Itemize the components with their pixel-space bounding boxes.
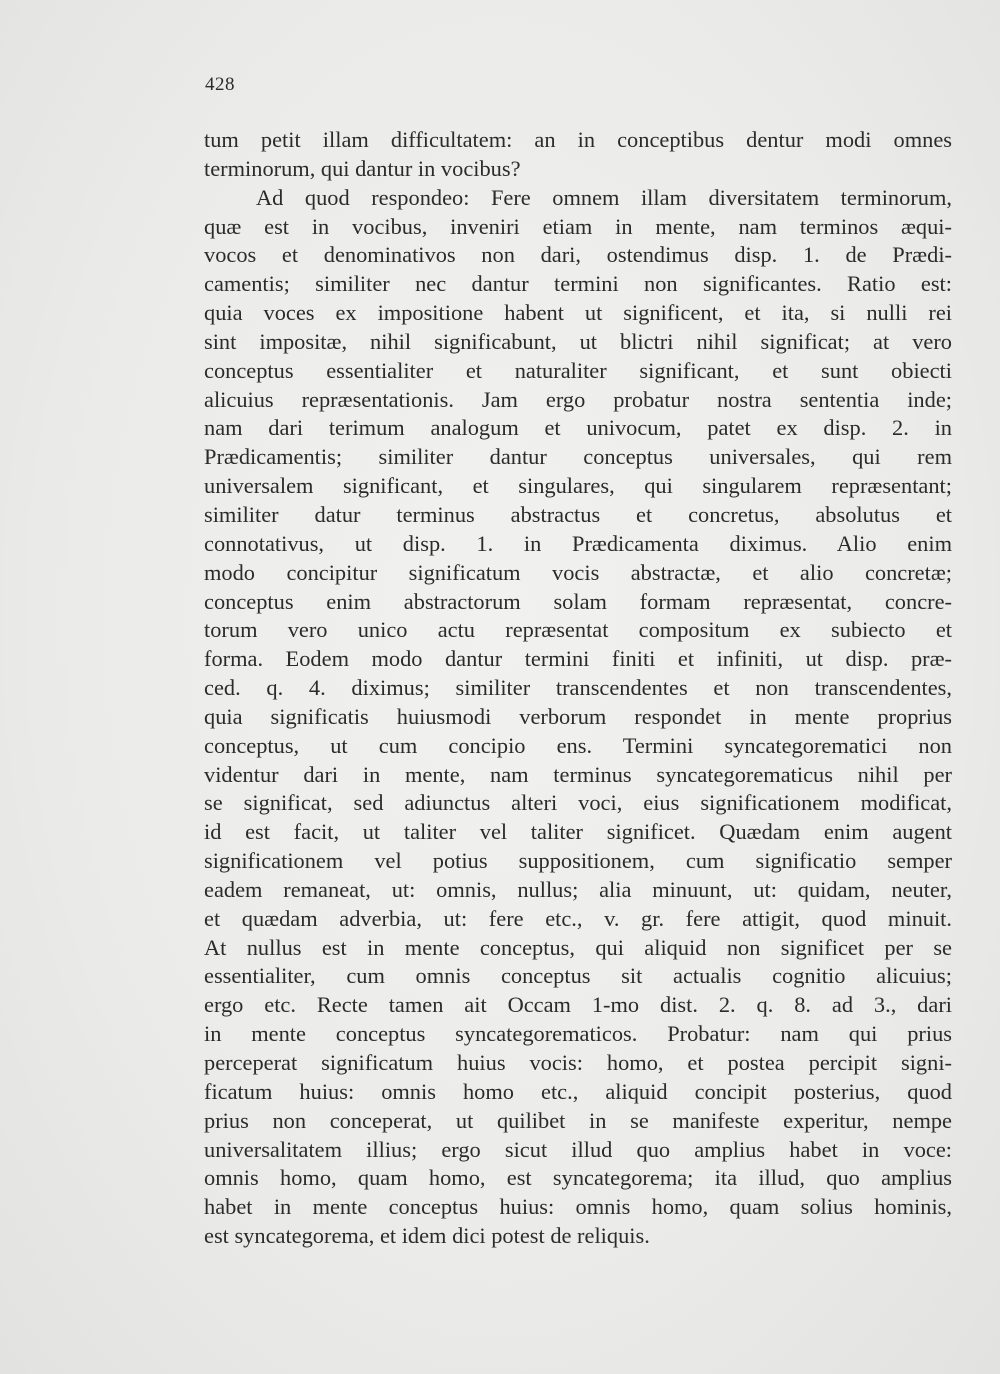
text-line: tum petit illam difficultatem: an in conceptibus dentur modi omnes [204, 127, 952, 152]
text-line: omnis homo, quam homo, est syncategorema; ita illud, quo amplius [204, 1165, 952, 1191]
text-line: et quædam adverbia, ut: fere etc., v. gr. fere attigit, quod minuit. [204, 905, 952, 931]
text-line: prius non conceperat, ut quilibet in se manifeste experitur, nempe [204, 1107, 952, 1133]
text-line: conceptus essentialiter et naturaliter significant, et sunt obiecti [204, 357, 952, 383]
text-line: in mente conceptus syncategorematicos. Probatur: nam qui prius [204, 1021, 952, 1047]
text-line: habet in mente conceptus huius: omnis homo, quam solius hominis, [204, 1194, 952, 1220]
text-line: essentialiter, cum omnis conceptus sit actualis cognitio alicuius; [204, 963, 952, 989]
text-line: ergo etc. Recte tamen ait Occam 1-mo dist. 2. q. 8. ad 3., dari [204, 992, 952, 1018]
text-line: connotativus, ut disp. 1. in Prædicamenta diximus. Alio enim [204, 530, 952, 556]
text-line: modo concipitur significatum vocis abstractæ, et alio concretæ; [204, 559, 952, 585]
text-line: universalem significant, et singulares, qui singularem repræsentant; [204, 473, 952, 499]
page-number: 428 [205, 74, 235, 95]
text-line: nam dari terimum analogum et univocum, patet ex disp. 2. in [204, 415, 952, 441]
text-line: conceptus, ut cum concipio ens. Termini syncategorematici non [204, 732, 952, 758]
text-line: quia voces ex impositione habent ut significent, et ita, si nulli rei [204, 300, 952, 326]
text-line: camentis; similiter nec dantur termini non significantes. Ratio est: [204, 271, 952, 297]
text-line: ficatum huius: omnis homo etc., aliquid concipit posterius, quod [204, 1078, 952, 1104]
text-line: conceptus enim abstractorum solam formam repræsentat, concre- [204, 588, 952, 614]
text-line: videntur dari in mente, nam terminus syncategorematicus nihil per [204, 761, 952, 787]
text-line: eadem remaneat, ut: omnis, nullus; alia minuunt, ut: quidam, neuter, [204, 876, 952, 902]
text-line: alicuius repræsentationis. Jam ergo probatur nostra sententia inde; [204, 386, 952, 412]
text-line: perceperat significatum huius vocis: homo, et postea percipit signi- [204, 1050, 952, 1075]
text-line: sint impositæ, nihil significabunt, ut blictri nihil significat; at vero [204, 328, 952, 354]
text-line: terminorum, qui dantur in vocibus? [204, 155, 521, 181]
text-line: Ad quod respondeo: Fere omnem illam diversitatem terminorum, [256, 184, 952, 210]
text-line: forma. Eodem modo dantur termini finiti et infiniti, ut disp. præ- [204, 646, 952, 672]
text-line: torum vero unico actu repræsentat compositum ex subiecto et [204, 617, 952, 643]
text-line: est syncategorema, et idem dici potest de reliquis. [204, 1223, 650, 1249]
text-line: Prædicamentis; similiter dantur conceptus universales, qui rem [204, 444, 952, 470]
text-line: vocos et denominativos non dari, ostendimus disp. 1. de Prædi- [204, 242, 952, 268]
text-line: quæ est in vocibus, inveniri etiam in mente, nam terminos æqui- [204, 213, 952, 239]
text-line: universalitatem illius; ergo sicut illud quo amplius habet in voce: [204, 1136, 952, 1162]
text-line: se significat, sed adiunctus alteri voci, eius significationem modificat, [204, 790, 952, 816]
text-line: At nullus est in mente conceptus, qui aliquid non significet per se [204, 934, 952, 960]
text-line: similiter datur terminus abstractus et concretus, absolutus et [204, 501, 952, 527]
text-line: quia significatis huiusmodi verborum respondet in mente proprius [204, 703, 952, 729]
body-text [204, 126, 952, 1251]
text-line: significationem vel potius suppositionem, cum significatio semper [204, 848, 952, 874]
text-line: id est facit, ut taliter vel taliter significet. Quædam enim augent [204, 819, 952, 845]
text-line: ced. q. 4. diximus; similiter transcendentes et non transcendentes, [204, 675, 952, 701]
